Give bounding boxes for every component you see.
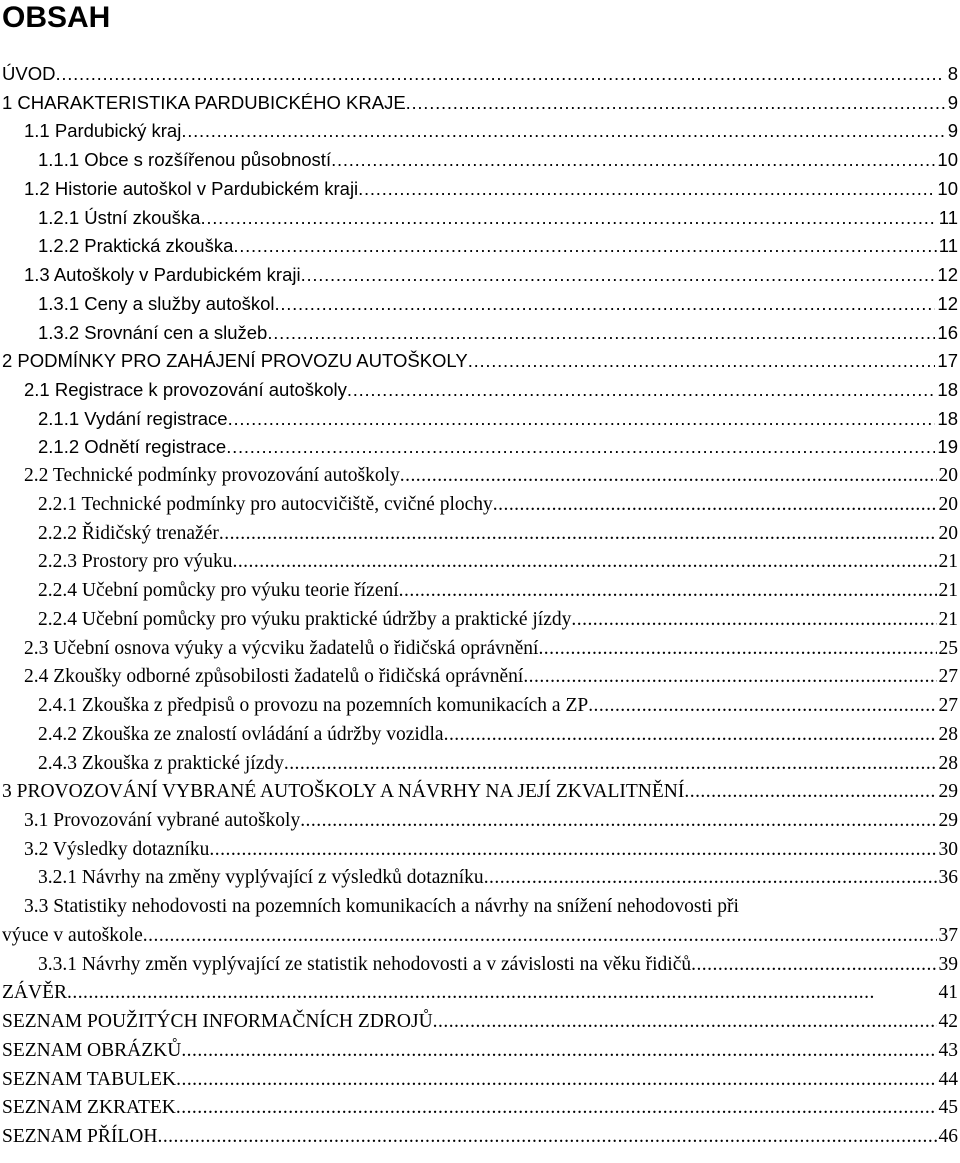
toc-entry-label: SEZNAM PŘÍLOH xyxy=(2,1126,158,1147)
toc-page-number: 29 xyxy=(938,809,958,831)
page-title: OBSAH xyxy=(2,1,111,34)
toc-entry-label: SEZNAM TABULEK xyxy=(2,1068,177,1090)
toc-entry[interactable] xyxy=(0,462,960,490)
toc-leader-dots xyxy=(228,405,936,433)
toc-entry[interactable] xyxy=(0,663,960,691)
toc-page-number: 10 xyxy=(937,177,958,199)
toc-page-number: 39 xyxy=(938,953,958,975)
toc-entry-label: 2.4.1 Zkouška z předpisů o provozu na pozemních komunikacích a ZP xyxy=(38,695,589,717)
toc-page-number: 19 xyxy=(937,436,958,458)
toc-entry[interactable] xyxy=(0,60,960,88)
toc-page-number: 18 xyxy=(937,407,958,429)
toc-leader-dots xyxy=(209,836,936,864)
toc-entry[interactable] xyxy=(0,117,960,145)
toc-entry-label: 2.2.1 Technické podmínky pro autocvičiště, cvičné plochy xyxy=(38,493,493,515)
toc-leader-dots xyxy=(200,204,936,232)
toc-leader-dots xyxy=(484,864,937,892)
toc-entry-label: 2.2.3 Prostory pro výuku xyxy=(38,551,233,573)
toc-entry[interactable] xyxy=(0,721,960,749)
toc-leader-dots xyxy=(267,319,935,347)
toc-entry-label: 2.1.1 Vydání registrace xyxy=(38,407,228,429)
toc-entry[interactable] xyxy=(0,836,960,864)
toc-entry[interactable] xyxy=(0,175,960,203)
toc-page-number: 11 xyxy=(938,235,958,257)
toc-page-number: 42 xyxy=(938,1011,958,1033)
toc-entry[interactable] xyxy=(0,146,960,174)
toc-entry[interactable] xyxy=(0,692,960,720)
toc-entry-label: 1.2.1 Ústní zkouška xyxy=(38,206,201,228)
toc-entry-label: 2.2.4 Učební pomůcky pro výuku teorie řízení xyxy=(38,580,399,602)
toc-entry[interactable] xyxy=(0,1037,960,1065)
toc-entry-label: 2 PODMÍNKY PRO ZAHÁJENÍ PROVOZU AUTOŠKOLY xyxy=(2,350,468,372)
toc-page-number: 9 xyxy=(947,120,958,142)
toc-entry[interactable] xyxy=(0,520,960,548)
toc-page-number: 25 xyxy=(938,637,958,659)
toc-entry-label: 1.2 Historie autoškol v Pardubickém kraji xyxy=(24,177,359,199)
toc-leader-dots xyxy=(157,1123,936,1151)
toc-entry-label: 3.2 Výsledky dotazníku xyxy=(24,838,210,860)
toc-leader-dots xyxy=(399,577,937,605)
toc-leader-dots xyxy=(176,1066,936,1094)
toc-leader-dots xyxy=(55,60,945,88)
toc-leader-dots xyxy=(571,606,936,634)
toc-entry[interactable] xyxy=(0,1123,960,1151)
toc-leader-dots xyxy=(300,807,936,835)
toc-entry-label: ZÁVĚR xyxy=(2,982,67,1004)
toc-leader-dots xyxy=(684,778,936,806)
toc-entry[interactable] xyxy=(0,864,960,892)
toc-leader-dots xyxy=(406,89,946,117)
toc-page-number: 37 xyxy=(938,924,958,946)
toc-page-number: 43 xyxy=(938,1039,958,1061)
toc-entry[interactable] xyxy=(0,433,960,461)
toc-entry-label: 1 CHARAKTERISTIKA PARDUBICKÉHO KRAJE xyxy=(2,91,406,113)
toc-leader-dots xyxy=(219,520,937,548)
toc-entry-label: 2.4.2 Zkouška ze znalostí ovládání a údržby vozidla xyxy=(38,723,444,745)
toc-entry-label: 3.2.1 Návrhy na změny vyplývající z výsledků dotazníku xyxy=(38,867,484,889)
toc-page-number: 45 xyxy=(938,1097,958,1119)
toc-entry-label: 1.1.1 Obce s rozšířenou působností xyxy=(38,149,332,171)
toc-entry[interactable] xyxy=(0,577,960,605)
toc-entry[interactable] xyxy=(0,750,960,778)
toc-leader-dots xyxy=(523,663,936,691)
toc-entry-label: 2.4 Zkoušky odborné způsobilosti žadatelů o řidičská oprávnění xyxy=(24,666,524,688)
toc-entry-label: 3 PROVOZOVÁNÍ VYBRANÉ AUTOŠKOLY A NÁVRHY NA JEJÍ ZKVALITNĚNÍ xyxy=(2,781,685,803)
toc-entry-label: 2.1.2 Odnětí registrace xyxy=(38,436,227,458)
toc-page-number: 27 xyxy=(938,666,958,688)
toc-page-number: 41 xyxy=(938,982,958,1004)
toc-entry-label: 1.1 Pardubický kraj xyxy=(24,120,182,142)
toc-entry[interactable] xyxy=(0,1094,960,1122)
toc-entry[interactable] xyxy=(0,778,960,806)
toc-entry-label: 1.3.1 Ceny a služby autoškol xyxy=(38,292,275,314)
toc-leader-dots xyxy=(233,232,936,260)
toc-leader-dots xyxy=(226,433,935,461)
toc-leader-dots xyxy=(588,692,936,720)
toc-leader-dots xyxy=(444,721,937,749)
toc-entry-label: 2.2.4 Učební pomůcky pro výuku praktické údržby a praktické jízdy xyxy=(38,608,572,630)
toc-page-number: 16 xyxy=(937,321,958,343)
toc-entry[interactable] xyxy=(0,807,960,835)
toc-leader-dots xyxy=(275,290,936,318)
toc-page-number: 17 xyxy=(937,350,958,372)
toc-entry[interactable] xyxy=(0,1066,960,1094)
toc-entry[interactable] xyxy=(0,405,960,433)
toc-page-number: 30 xyxy=(938,838,958,860)
toc-page-number: 46 xyxy=(938,1126,958,1147)
toc-page-number: 12 xyxy=(937,292,958,314)
toc-entry-label: ÚVOD xyxy=(2,63,56,84)
toc-entry[interactable] xyxy=(0,491,960,519)
toc-leader-dots xyxy=(181,1037,936,1065)
toc-leader-dots xyxy=(400,462,937,490)
toc-page-number: 9 xyxy=(947,91,958,113)
toc-entry-label: 3.1 Provozování vybrané autoškoly xyxy=(24,809,301,831)
toc-entry-label: 2.2 Technické podmínky provozování autoškoly xyxy=(24,465,400,487)
toc-leader-dots xyxy=(301,261,936,289)
toc-entry[interactable] xyxy=(0,606,960,634)
toc-leader-dots xyxy=(493,491,937,519)
toc-page-number: 12 xyxy=(937,264,958,286)
toc-page-number: 29 xyxy=(938,781,958,803)
toc-entry-label: SEZNAM POUŽITÝCH INFORMAČNÍCH ZDROJŮ xyxy=(2,1011,433,1033)
toc-page-number: 36 xyxy=(938,867,958,889)
toc-entry[interactable] xyxy=(0,1008,960,1036)
toc-entry[interactable] xyxy=(0,204,960,232)
toc-leader-dots xyxy=(691,951,936,979)
toc-entry-label: 1.3.2 Srovnání cen a služeb xyxy=(38,321,268,343)
toc-entry[interactable] xyxy=(0,290,960,318)
toc-page-number: 28 xyxy=(938,752,958,774)
toc-entry-label: 3.3.1 Návrhy změn vyplývající ze statistik nehodovosti a v závislosti na věku řidičů xyxy=(38,953,692,975)
toc-entry-label: 1.2.2 Praktická zkouška xyxy=(38,235,234,257)
toc-entry[interactable] xyxy=(0,979,960,1007)
toc-entry[interactable] xyxy=(0,548,960,576)
toc-page-number: 8 xyxy=(947,63,958,84)
toc-entry-label: SEZNAM ZKRATEK xyxy=(2,1097,176,1119)
toc-page-number: 20 xyxy=(938,465,958,487)
toc-page-number: 10 xyxy=(937,149,958,171)
toc-leader-dots xyxy=(143,922,937,950)
toc-page-number: 20 xyxy=(938,522,958,544)
toc-entry[interactable] xyxy=(0,261,960,289)
toc-entry-label: 1.3 Autoškoly v Pardubickém kraji xyxy=(24,264,301,286)
toc-entry[interactable] xyxy=(0,635,960,663)
toc-entry[interactable] xyxy=(0,319,960,347)
toc-leader-dots xyxy=(433,1008,937,1036)
toc-page-number: 28 xyxy=(938,723,958,745)
toc-leader-dots xyxy=(358,175,935,203)
toc-entry-label-continuation: výuce v autoškole xyxy=(2,924,143,946)
toc-page-number: 20 xyxy=(938,493,958,515)
toc-leader-dots xyxy=(232,548,936,576)
toc-entry[interactable] xyxy=(0,89,960,117)
toc-entry-label: 2.3 Učební osnova výuky a výcviku žadatelů o řidičská oprávnění xyxy=(24,637,539,659)
toc-entry[interactable] xyxy=(0,951,960,979)
toc-page-number: 18 xyxy=(937,379,958,401)
toc-leader-dots xyxy=(176,1094,937,1122)
toc-leader-dots xyxy=(538,635,936,663)
toc-leader-dots xyxy=(347,376,936,404)
toc-entry-label: 2.1 Registrace k provozování autoškoly xyxy=(24,379,347,401)
toc-entry[interactable] xyxy=(0,347,960,375)
toc-leader-dots xyxy=(67,979,937,1007)
toc-entry-label[interactable]: 3.3 Statistiky nehodovosti na pozemních komunikacích a návrhy na snížení nehodovosti při xyxy=(24,896,739,918)
toc-page-number: 21 xyxy=(938,580,958,602)
toc-page-number: 44 xyxy=(938,1068,958,1090)
toc-entry[interactable] xyxy=(0,922,960,950)
toc-leader-dots xyxy=(468,347,936,375)
toc-page-number: 27 xyxy=(938,695,958,717)
toc-leader-dots xyxy=(331,146,935,174)
toc-page-number: 21 xyxy=(938,608,958,630)
toc-leader-dots xyxy=(181,117,945,145)
toc-entry[interactable] xyxy=(0,232,960,260)
toc-entry-label: 2.2.2 Řidičský trenažér xyxy=(38,522,219,544)
toc-leader-dots xyxy=(284,750,937,778)
toc-entry[interactable] xyxy=(0,376,960,404)
toc-entry-label: 2.4.3 Zkouška z praktické jízdy xyxy=(38,752,284,774)
toc-page-number: 21 xyxy=(938,551,958,573)
toc-entry-label: SEZNAM OBRÁZKŮ xyxy=(2,1039,182,1061)
toc-page-number: 11 xyxy=(938,206,958,228)
